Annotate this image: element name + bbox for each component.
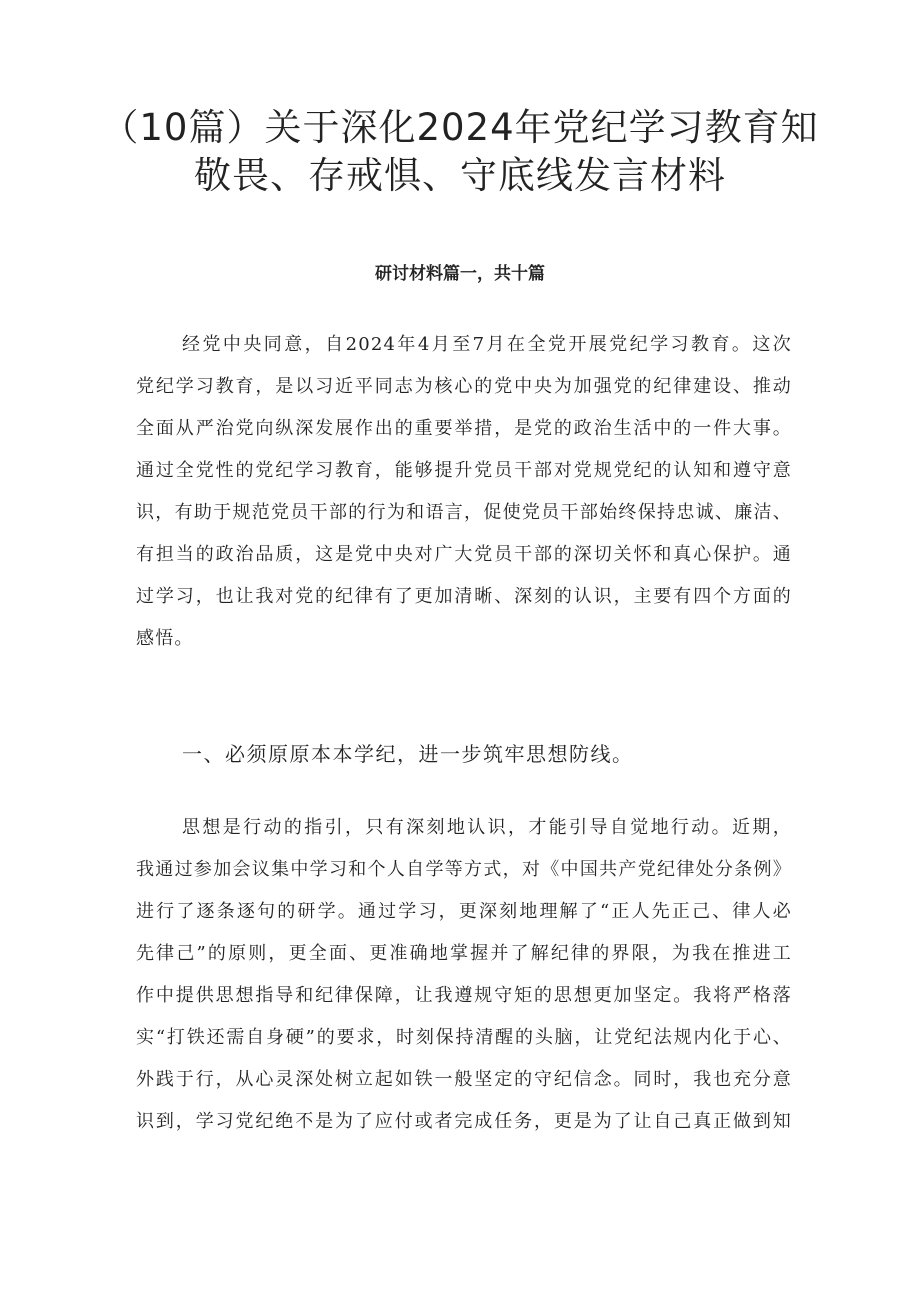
paragraph-line: 实“打铁还需自身硬”的要求，时刻保持清醒的头脑，让党纪法规内化于心、 (136, 1027, 792, 1048)
paragraph-line: 感悟。 (136, 628, 194, 649)
paragraph-line: 过学习，也让我对党的纪律有了更加清晰、深刻的认识，主要有四个方面的 (136, 586, 792, 607)
document-subtitle: 研讨材料篇一，共十篇 (375, 264, 545, 284)
paragraph-line: 我通过参加会议集中学习和个人自学等方式，对《中国共产党纪律处分条例》 (136, 859, 792, 880)
paragraph-line: 识到，学习党纪绝不是为了应付或者完成任务，更是为了让自己真正做到知 (136, 1111, 792, 1132)
paragraph-section-1 (136, 807, 792, 1143)
paragraph-line: 全面从严治党向纵深发展作出的重要举措，是党的政治生活中的一件大事。 (136, 418, 792, 439)
section-heading-1: 一、必须原原本本学纪，进一步筑牢思想防线。 (182, 742, 634, 766)
paragraph-line: 通过全党性的党纪学习教育，能够提升党员干部对党规党纪的认知和遵守意 (136, 460, 792, 481)
document-title-line-1: （10篇）关于深化2024年党纪学习教育知 (101, 106, 819, 149)
paragraph-line: 先律己”的原则，更全面、更准确地掌握并了解纪律的界限，为我在推进工 (136, 943, 792, 964)
paragraph-line: 思想是行动的指引，只有深刻地认识，才能引导自觉地行动。近期， (182, 817, 792, 838)
paragraph-line: 有担当的政治品质，这是党中央对广大党员干部的深切关怀和真心保护。通 (136, 544, 792, 565)
document-title-line-2: 敬畏、存戒惧、守底线发言材料 (194, 154, 726, 197)
paragraph-line: 党纪学习教育，是以习近平同志为核心的党中央为加强党的纪律建设、推动 (136, 376, 792, 397)
paragraph-line: 进行了逐条逐句的研学。通过学习，更深刻地理解了“正人先正己、律人必 (136, 901, 792, 922)
paragraph-line: 识，有助于规范党员干部的行为和语言，促使党员干部始终保持忠诚、廉洁、 (136, 502, 792, 523)
paragraph-line: 经党中央同意，自2024年4月至7月在全党开展党纪学习教育。这次 (182, 334, 792, 355)
paragraph-intro (136, 324, 792, 660)
paragraph-line: 作中提供思想指导和纪律保障，让我遵规守矩的思想更加坚定。我将严格落 (136, 985, 792, 1006)
paragraph-line: 外践于行，从心灵深处树立起如铁一般坚定的守纪信念。同时，我也充分意 (136, 1069, 792, 1090)
